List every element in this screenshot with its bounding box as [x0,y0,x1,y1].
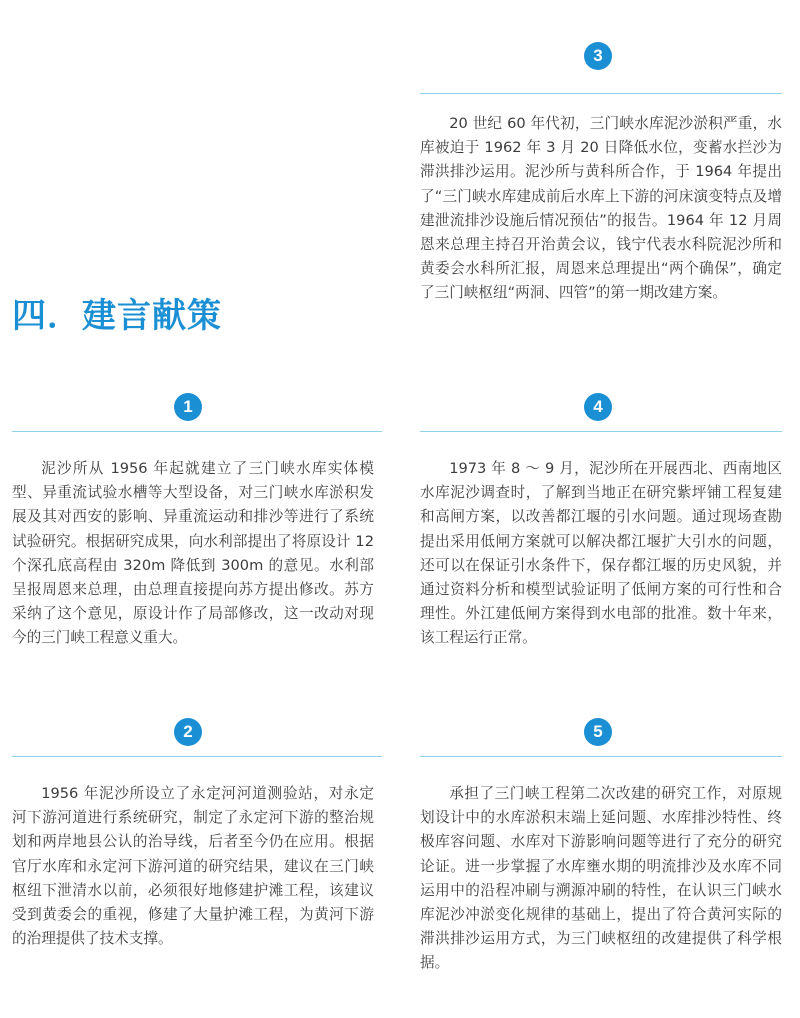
section-title: 四．建言献策 [12,296,222,336]
number-badge-5: 5 [584,718,612,746]
divider-5 [420,756,782,757]
divider-4 [420,431,782,432]
item-5-text: 承担了三门峡工程第二次改建的研究工作，对原规划设计中的水库淤积末端上延问题、水库排沙特性、终极库容问题、水库对下游影响问题等进行了充分的研究论证。进一步掌握了水库壅水期的明流排沙及水库不同运用中的沿程冲刷与溯源冲刷的特性，在认识三门峡水库泥沙冲淤变化规律的基础上，提出了符合黄河实际的滞洪排沙运用方式，为三门峡枢纽的改建提供了科学根据。 [420,785,782,972]
item-1-text: 泥沙所从 1956 年起就建立了三门峡水库实体模型、异重流试验水槽等大型设备，对三门峡水库淤积发展及其对西安的影响、异重流运动和排沙等进行了系统试验研究。根据研究成果，向水利部提出了将原设计 12 个深孔底高程由 320m 降低到 300m 的意见。水利部呈报周恩来总理，由总理直接提向苏方提出修改。苏方采纳了这个意见，原设计作了局部修改，这一改动对现今的三门峡工程意义重大。 [12,460,374,647]
divider-1 [12,431,382,432]
divider-3 [420,93,782,94]
number-badge-3: 3 [584,42,612,70]
number-badge-4: 4 [584,393,612,421]
number-badge-1: 1 [174,393,202,421]
divider-2 [12,756,382,757]
item-4-text: 1973 年 8 ～ 9 月，泥沙所在开展西北、西南地区水库泥沙调查时，了解到当地正在研究紫坪铺工程复建和高闸方案，以改善都江堰的引水问题。通过现场查勘提出采用低闸方案就可以解决都江堰扩大引水的问题，还可以在保证引水条件下，保存都江堰的历史风貌，并通过资料分析和模型试验证明了低闸方案的可行性和合理性。外江建低闸方案得到水电部的批准。数十年来，该工程运行正常。 [420,460,782,647]
item-3-text: 20 世纪 60 年代初，三门峡水库泥沙淤积严重，水库被迫于 1962 年 3 月 20 日降低水位，变蓄水拦沙为滞洪排沙运用。泥沙所与黄科所合作，于 1964 年提出了“三门峡水库建成前后水库上下游的河床演变特点及增建泄流排沙设施后情况预估”的报告。1964 年 12 月周恩来总理主持召开治黄会议，钱宁代表水科院泥沙所和黄委会水科所汇报，周恩来总理提出“两个确保”，确定了三门峡枢纽“两洞、四管”的第一期改建方案。 [420,115,782,302]
number-badge-2: 2 [174,718,202,746]
item-2-text: 1956 年泥沙所设立了永定河河道测验站，对永定河下游河道进行系统研究，制定了永定河下游的整治规划和两岸地县公认的治导线，后者至今仍在应用。根据官厅水库和永定河下游河道的研究结果，建议在三门峡枢纽下泄清水以前，必须很好地修建护滩工程，该建议受到黄委会的重视，修建了大量护滩工程，为黄河下游的治理提供了技术支撑。 [12,785,374,948]
